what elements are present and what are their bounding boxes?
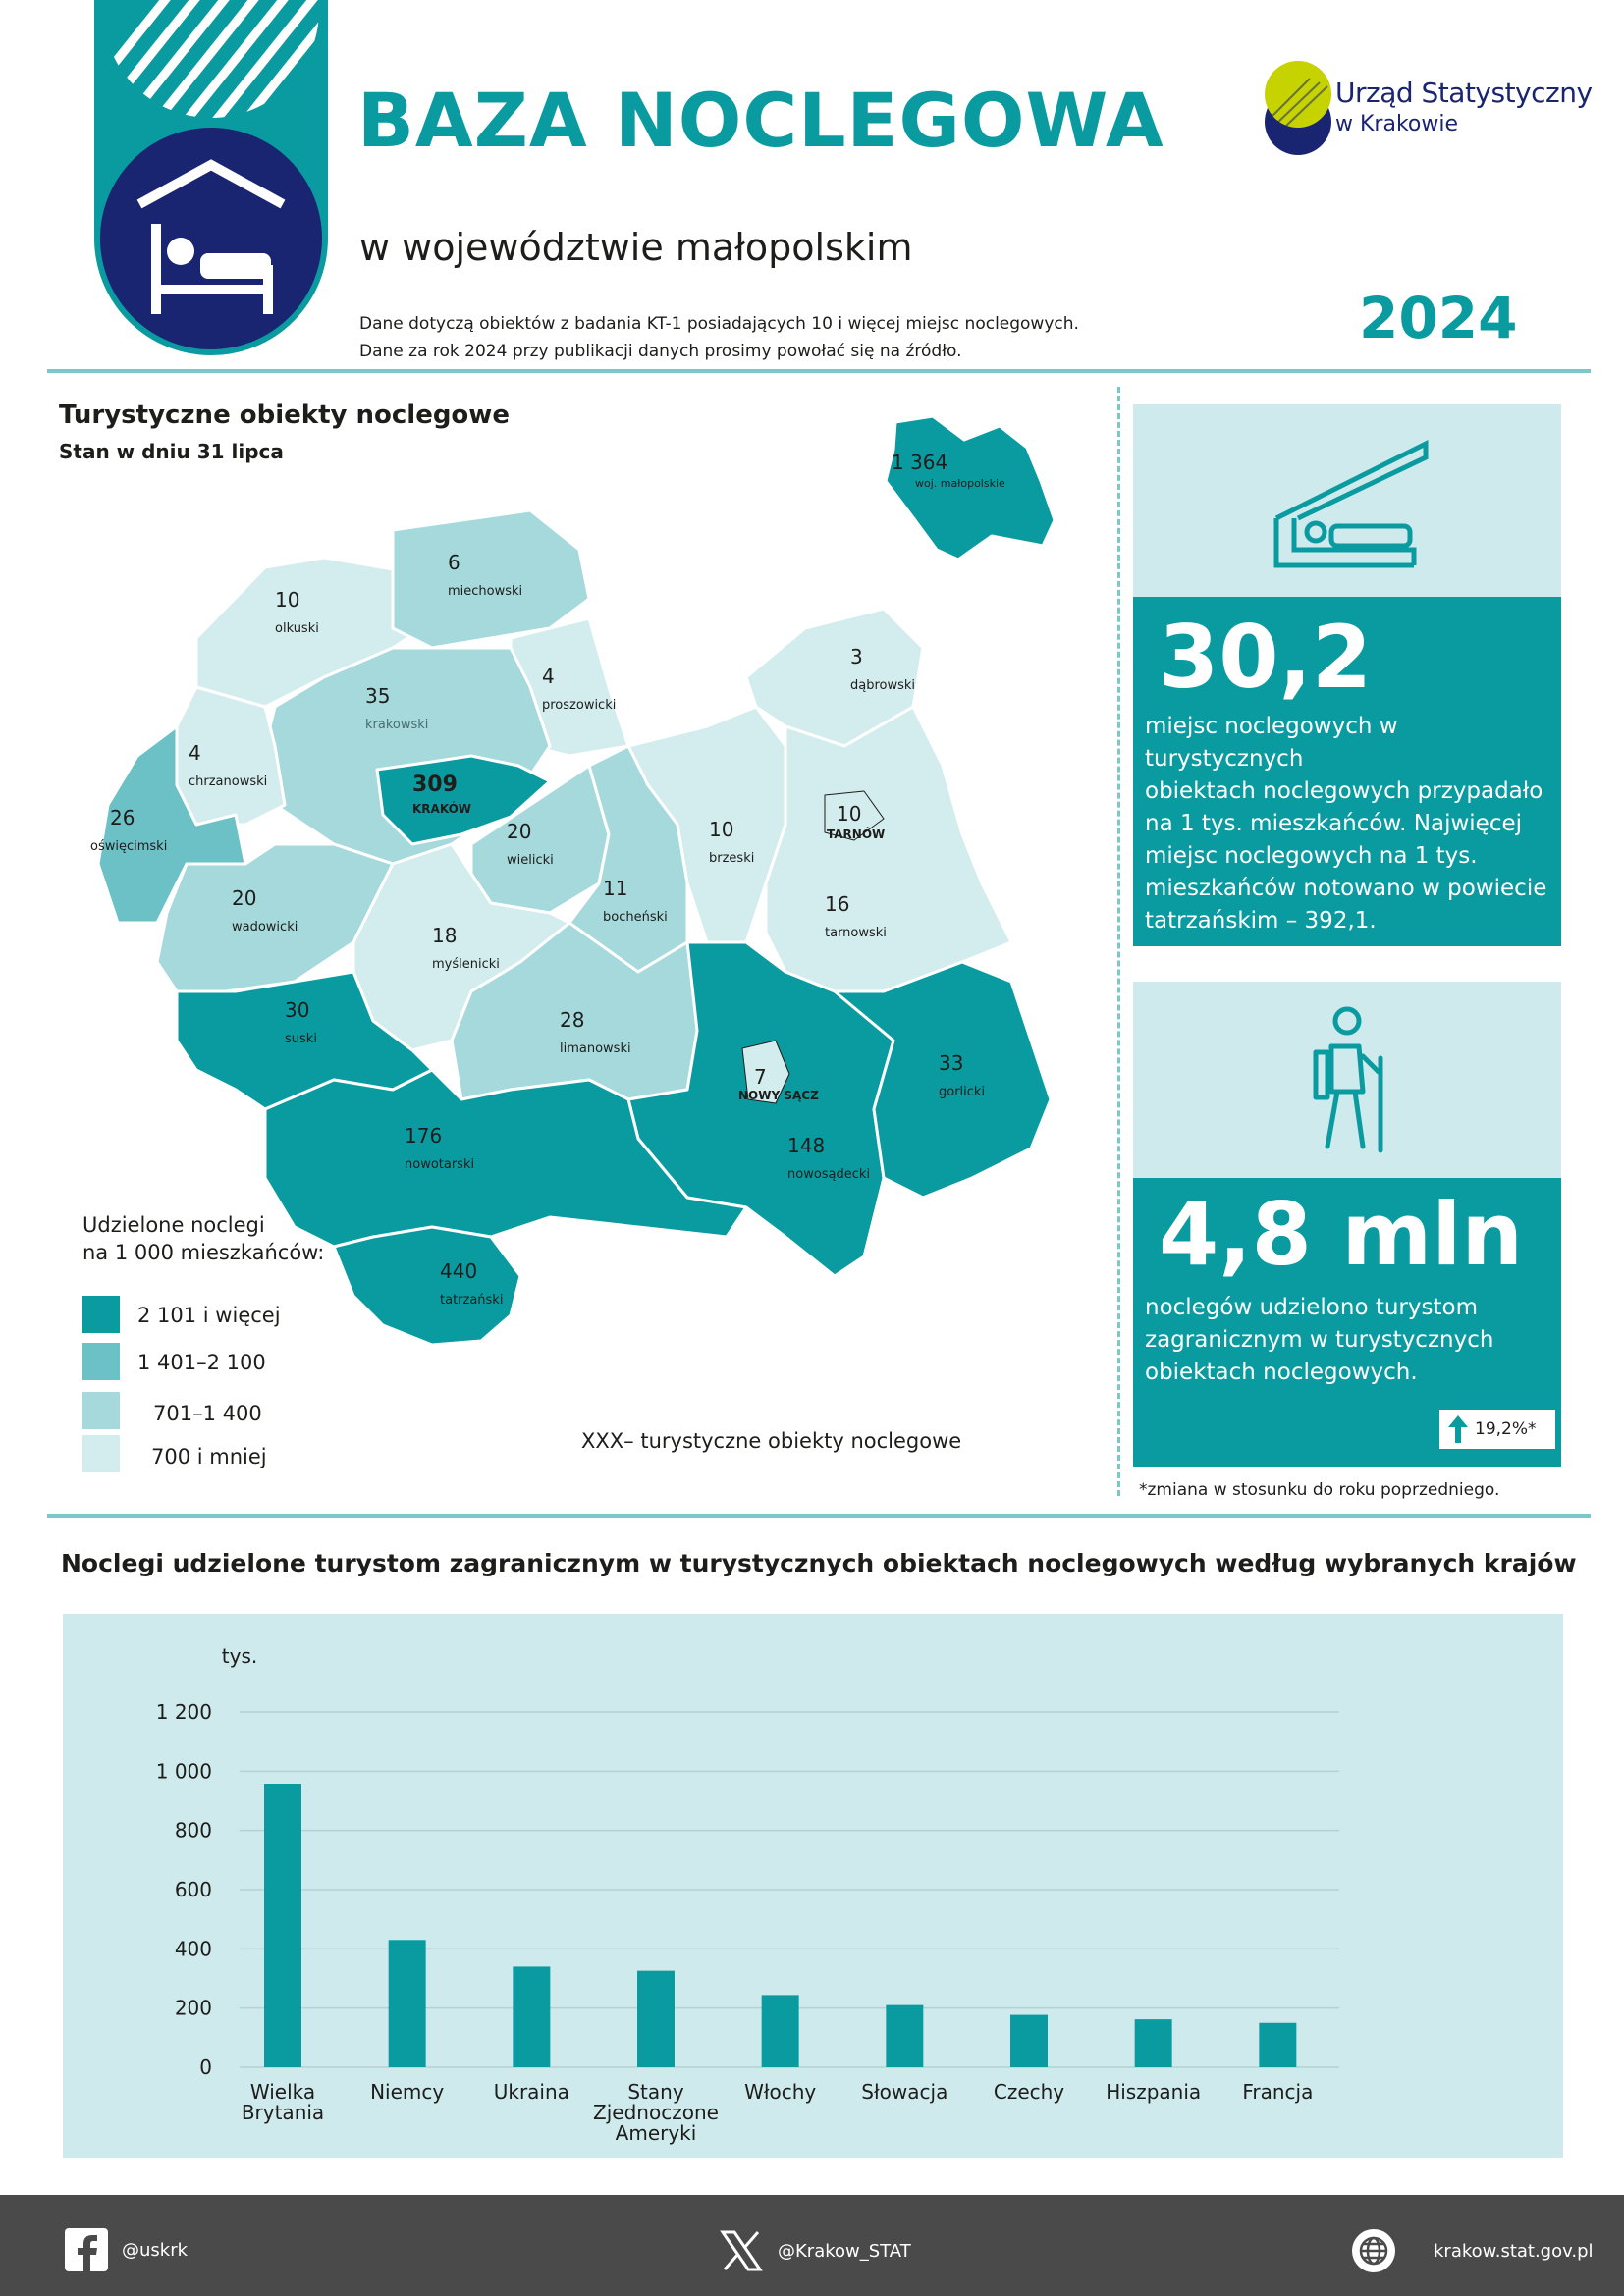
x-tick-label: Czechy bbox=[993, 2080, 1065, 2104]
bar bbox=[1010, 2015, 1048, 2067]
bar bbox=[1135, 2019, 1172, 2067]
district-name: myślenicki bbox=[432, 957, 500, 972]
district-value: 20 bbox=[507, 820, 532, 843]
change-badge bbox=[1439, 1410, 1555, 1449]
chart-title: Noclegi udzielone turystom zagranicznym w turystycznych obiektach noclegowych według wybranych krajów bbox=[61, 1549, 1577, 1577]
district-name: brzeski bbox=[709, 851, 755, 866]
x-tick-label: Niemcy bbox=[370, 2080, 445, 2104]
legend-swatch bbox=[82, 1392, 120, 1429]
district-value: 4 bbox=[189, 741, 201, 765]
arrow-up-icon bbox=[1447, 1414, 1469, 1445]
stat-box-1-line: miejsc noclegowych na 1 tys. bbox=[1145, 843, 1478, 869]
district-value: 3 bbox=[850, 645, 863, 668]
district-name: miechowski bbox=[448, 584, 523, 599]
map-title: Turystyczne obiekty noclegowe bbox=[59, 400, 510, 430]
district-value: 4 bbox=[542, 665, 555, 688]
region-value: 1 364 bbox=[892, 451, 948, 474]
y-tick-label: 200 bbox=[174, 1996, 212, 2020]
y-tick-label: 0 bbox=[199, 2056, 212, 2079]
x-tick-label: Ameryki bbox=[615, 2121, 697, 2145]
logo-subtext: w Krakowie bbox=[1335, 112, 1458, 136]
stat-box-1-line: miejsc noclegowych w turystycznych bbox=[1145, 714, 1398, 772]
district-map bbox=[59, 402, 1070, 1345]
district-value: 440 bbox=[440, 1259, 478, 1283]
website-link[interactable] bbox=[1351, 2228, 1594, 2273]
district-value: 33 bbox=[939, 1051, 964, 1075]
legend-label: 2 101 i więcej bbox=[137, 1304, 281, 1327]
source-note-2: Dane za rok 2024 przy publikacji danych prosimy powołać się na źródło. bbox=[359, 342, 962, 361]
stat-box-2-text bbox=[1145, 1292, 1557, 1389]
district-value: 176 bbox=[405, 1124, 443, 1148]
legend-subtitle: na 1 000 mieszkańców: bbox=[82, 1241, 325, 1264]
legend-swatch bbox=[82, 1296, 120, 1333]
stat-box-1-line: na 1 tys. mieszkańców. Najwięcej bbox=[1145, 811, 1523, 836]
district-value: 10 bbox=[837, 802, 862, 826]
district-name: suski bbox=[285, 1032, 317, 1046]
bar-chart bbox=[63, 1614, 1563, 2158]
stat-box-2-value: 4,8 mln bbox=[1159, 1184, 1524, 1285]
footer bbox=[0, 2195, 1624, 2296]
x-tick-label: Ukraina bbox=[493, 2080, 569, 2104]
legend-label: 701–1 400 bbox=[153, 1402, 262, 1425]
district-name: NOWY SĄCZ bbox=[738, 1089, 819, 1102]
district-name: chrzanowski bbox=[189, 774, 268, 789]
y-tick-label: 600 bbox=[174, 1878, 212, 1901]
map-subtitle: Stan w dniu 31 lipca bbox=[59, 440, 284, 463]
bed-shelter-icon bbox=[1267, 428, 1443, 575]
x-tick-label: Brytania bbox=[241, 2101, 325, 2124]
district-name: wadowicki bbox=[232, 920, 298, 934]
header-badge bbox=[94, 122, 328, 355]
bar bbox=[637, 1971, 675, 2067]
district-name: krakowski bbox=[365, 718, 429, 732]
district-name: bocheński bbox=[603, 910, 668, 925]
stat-box-1-icon-panel bbox=[1133, 404, 1561, 597]
y-tick-label: 400 bbox=[174, 1937, 212, 1961]
district-name: TARNÓW bbox=[827, 828, 886, 841]
twitter-link[interactable] bbox=[719, 2228, 911, 2273]
hiker-icon bbox=[1298, 1003, 1396, 1156]
x-tick-label: Zjednoczone bbox=[593, 2101, 719, 2124]
page-subtitle: w województwie małopolskim bbox=[359, 226, 913, 269]
district-value: 28 bbox=[560, 1008, 585, 1032]
stat-box-1 bbox=[1133, 597, 1561, 946]
logo-icon bbox=[1261, 59, 1335, 157]
district-name: proszowicki bbox=[542, 698, 617, 713]
region-name: woj. małopolskie bbox=[915, 477, 1005, 490]
legend-swatch bbox=[82, 1435, 120, 1472]
bar bbox=[264, 1784, 301, 2067]
district-value: 7 bbox=[754, 1065, 767, 1089]
stat-box-1-value: 30,2 bbox=[1159, 607, 1373, 708]
bar bbox=[762, 1995, 799, 2067]
district-value: 20 bbox=[232, 886, 257, 910]
y-axis-unit: tys. bbox=[221, 1644, 258, 1668]
district-name: wielicki bbox=[507, 853, 554, 868]
district-tatrzanski bbox=[334, 1227, 520, 1345]
x-tick-label: Słowacja bbox=[861, 2080, 948, 2104]
stat-box-1-line: mieszkańców notowano w powiecie bbox=[1145, 876, 1547, 901]
stat-box-1-line: tatrzańskim – 392,1. bbox=[1145, 908, 1377, 934]
district-name: oświęcimski bbox=[90, 839, 168, 854]
district-name: gorlicki bbox=[939, 1085, 986, 1099]
bar bbox=[513, 1966, 550, 2067]
legend-label: 1 401–2 100 bbox=[137, 1351, 266, 1374]
facebook-icon bbox=[65, 2228, 108, 2271]
source-note-1: Dane dotyczą obiektów z badania KT-1 posiadających 10 i więcej miejsc noclegowych. bbox=[359, 314, 1079, 334]
stat-box-2-icon-panel bbox=[1133, 982, 1561, 1178]
header-rule bbox=[47, 369, 1591, 373]
district-name: limanowski bbox=[560, 1041, 631, 1056]
x-tick-label: Francja bbox=[1242, 2080, 1314, 2104]
district-tarnowski bbox=[766, 707, 1011, 991]
district-name: KRAKÓW bbox=[412, 802, 472, 816]
district-name: nowosądecki bbox=[787, 1167, 871, 1182]
bar bbox=[1259, 2023, 1296, 2067]
stat-box-2-line: zagranicznym w turystycznych bbox=[1145, 1327, 1494, 1353]
facebook-link[interactable] bbox=[65, 2228, 188, 2271]
page-title: BAZA NOCLEGOWA bbox=[357, 77, 1164, 164]
legend-title: Udzielone noclegi bbox=[82, 1213, 265, 1237]
website-url: krakow.stat.gov.pl bbox=[1434, 2240, 1594, 2262]
x-tick-label: Hiszpania bbox=[1106, 2080, 1202, 2104]
bar bbox=[886, 2005, 923, 2067]
district-name: tarnowski bbox=[825, 926, 887, 940]
map-footnote: XXX– turystyczne obiekty noclegowe bbox=[581, 1429, 962, 1453]
column-divider bbox=[1117, 387, 1120, 1496]
district-name: olkuski bbox=[275, 621, 319, 636]
x-tick-label: Wielka bbox=[249, 2080, 316, 2104]
twitter-handle: @Krakow_STAT bbox=[778, 2240, 911, 2262]
district-value: 10 bbox=[709, 818, 734, 841]
x-tick-label: Włochy bbox=[744, 2080, 817, 2104]
legend-label: 700 i mniej bbox=[151, 1445, 267, 1468]
district-name: tatrzański bbox=[440, 1293, 504, 1308]
legend-swatch bbox=[82, 1343, 120, 1380]
district-value: 30 bbox=[285, 998, 310, 1022]
facebook-handle: @uskrk bbox=[122, 2239, 189, 2261]
district-value: 6 bbox=[448, 551, 460, 574]
chart-panel bbox=[63, 1614, 1563, 2158]
report-year: 2024 bbox=[1359, 285, 1518, 351]
section-rule bbox=[47, 1514, 1591, 1518]
district-value: 35 bbox=[365, 684, 391, 708]
district-value: 309 bbox=[412, 773, 458, 797]
bed-house-icon bbox=[100, 128, 322, 349]
stat-box-2-line: noclegów udzielono turystom bbox=[1145, 1295, 1478, 1320]
x-twitter-icon bbox=[719, 2228, 764, 2273]
bar bbox=[389, 1940, 426, 2067]
y-tick-label: 800 bbox=[174, 1818, 212, 1842]
globe-icon bbox=[1351, 2228, 1396, 2273]
district-value: 148 bbox=[787, 1134, 826, 1157]
district-name: dąbrowski bbox=[850, 678, 916, 693]
y-tick-label: 1 200 bbox=[155, 1700, 212, 1724]
stat-box-2-line: obiektach noclegowych. bbox=[1145, 1360, 1418, 1385]
stat-box-1-line: obiektach noclegowych przypadało bbox=[1145, 778, 1543, 804]
district-name: nowotarski bbox=[405, 1157, 475, 1172]
x-tick-label: Stany bbox=[627, 2080, 684, 2104]
district-value: 11 bbox=[603, 877, 628, 900]
district-value: 26 bbox=[110, 806, 135, 829]
change-note: *zmiana w stosunku do roku poprzedniego. bbox=[1139, 1480, 1500, 1500]
district-value: 10 bbox=[275, 588, 300, 612]
stat-box-1-text bbox=[1145, 711, 1557, 937]
y-tick-label: 1 000 bbox=[155, 1759, 212, 1784]
district-value: 16 bbox=[825, 892, 850, 916]
district-value: 18 bbox=[432, 924, 458, 947]
logo-text: Urząd Statystyczny bbox=[1335, 77, 1593, 109]
change-value: 19,2%* bbox=[1475, 1419, 1537, 1439]
